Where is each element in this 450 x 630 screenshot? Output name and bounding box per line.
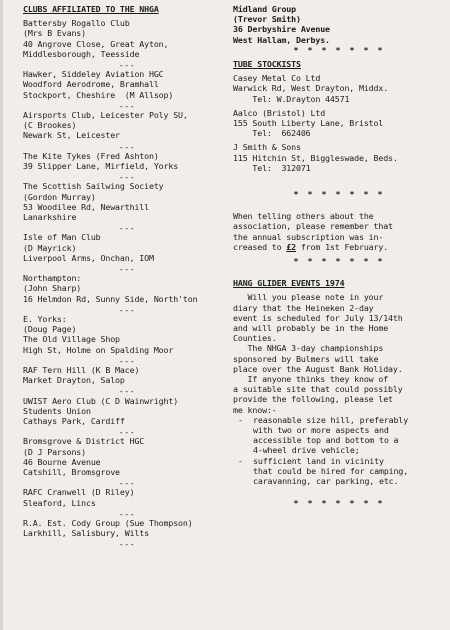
club-line: Woodford Aerodrome, Bramhall [23,79,159,90]
subscription-text: from 1st February. [296,241,389,252]
club-line: RAF Tern Hill (K B Mace) [23,364,140,375]
subscription-line: the annual subscription was in- [233,231,384,242]
club-line: (D J Parsons) [23,446,86,457]
requirement-item [233,456,445,487]
tube-stockists-heading: TUBE STOCKISTS [233,59,301,69]
club-line: Catshill, Bromsgrove [23,466,120,477]
entry-separator: --- [118,478,136,489]
club-line: Middlesborough, Teesside [23,48,140,59]
stockist-line: Aalco (Bristol) Ltd [233,107,326,118]
subscription-notice [233,211,445,252]
subscription-line: When telling others about the [233,211,374,222]
club-line: (John Sharp) [23,283,82,294]
club-entry [23,314,231,365]
entry-separator: --- [118,172,136,183]
club-line: Cathays Park, Cardiff [23,415,125,426]
subscription-amount: £2 [286,241,296,252]
left-column [23,4,231,549]
club-line: Larkhill, Salisbury, Wilts [23,528,149,539]
club-line: Stockport, Cheshire (M Allsop) [23,89,174,100]
club-line: The Scottish Sailwing Society [23,181,164,192]
club-entry [23,110,231,151]
club-list [23,18,231,548]
club-line: (C Brookes) [23,120,77,131]
bullet-dash: - [238,414,243,425]
club-entry [23,487,231,518]
club-entry [23,232,231,273]
club-line: Sleaford, Lincs [23,497,96,508]
club-entry [23,518,231,549]
entry-separator: --- [118,264,136,274]
club-line: The Old Village Shop [23,334,120,345]
entry-separator: --- [118,539,136,550]
club-line: Liverpool Arms, Onchan, IOM [23,252,154,263]
club-line: Lanarkshire [23,212,77,222]
bullet-dash: - [238,455,243,466]
events-paragraph [233,343,445,414]
stars-divider: * * * * * * * [293,189,385,200]
events-line: me know:- [233,404,277,415]
midland-group-entry [233,4,445,45]
requirement-line: reasonable size hill, preferably [253,414,409,425]
club-entry [23,273,231,314]
midland-line: 36 Derbyshire Avenue [233,24,330,35]
club-entry [23,18,231,69]
midland-line: Midland Group [233,4,296,14]
midland-line: (Trevor Smith) [233,14,301,25]
club-line: RAFC Cranwell (D Riley) [23,487,135,498]
club-line: (Mrs B Evans) [23,28,86,39]
entry-separator: --- [118,141,136,152]
club-entry [23,436,231,487]
club-line: Airsports Club, Leicester Poly SU, [23,110,188,120]
club-line: Battersby Rogallo Club [23,18,130,29]
club-line: Newark St, Leicester [23,130,120,141]
club-line: 46 Bourne Avenue [23,456,101,467]
club-line: (Doug Page) [23,324,77,335]
requirement-line: with two or more aspects and [253,425,389,436]
stars-divider: * * * * * * * [293,44,385,55]
requirement-item [233,415,445,456]
club-line: Bromsgrove & District HGC [23,436,145,447]
club-line: High St, Holme on Spalding Moor [23,344,174,355]
club-line: 39 Slipper Lane, Mirfield, Yorks [23,161,179,171]
club-line: Northampton: [23,273,82,284]
club-line: Hawker, Siddeley Aviation HGC [23,69,164,80]
club-line: E. Yorks: [23,313,67,324]
club-line: The Kite Tykes (Fred Ashton) [23,150,159,161]
stockist-entry [233,108,445,143]
stars-divider: * * * * * * * [293,256,385,267]
events-line: sponsored by Bulmers will take [233,353,379,364]
stockist-line: Tel: 312071 [233,162,311,173]
club-line: R.A. Est. Cody Group (Sue Thompson) [23,517,193,528]
stockist-entry [233,73,445,108]
stockist-line: Tel: W.Drayton 44571 [233,93,350,104]
scan-edge [0,0,3,630]
stockist-line: Warwick Rd, West Drayton, Middx. [233,83,389,94]
club-line: UWIST Aero Club (C D Wainwright) [23,395,179,406]
club-line: Isle of Man Club [23,232,101,243]
club-entry [23,396,231,437]
requirement-line: sufficient land in vicinity [253,455,384,466]
right-column [233,4,445,508]
midland-line: West Hallam, Derbys. [233,34,330,45]
club-entry [23,151,231,182]
club-line: 53 Woodilee Rd, Newarthill [23,201,149,212]
requirement-line: that could be hired for camping, [253,465,409,476]
club-line: (D Mayrick) [23,242,77,253]
clubs-heading: CLUBS AFFILIATED TO THE NHGA [23,4,159,14]
requirement-line: accessible top and bottom to a [253,435,399,446]
events-line: place over the August Bank Holiday. [233,363,403,374]
entry-separator: --- [118,223,136,234]
entry-separator: --- [118,355,136,366]
stockist-line: 115 Hitchin St, Biggleswade, Beds. [233,152,398,163]
entry-separator: --- [118,60,136,71]
events-line: a suitable site that could possibly [233,384,403,395]
club-line: Market Drayton, Salop [23,375,125,386]
club-entry [23,365,231,396]
stockist-line: Casey Metal Co Ltd [233,73,321,84]
entry-separator: --- [118,304,136,315]
subscription-line [233,242,445,252]
club-line: 40 Angrove Close, Great Ayton, [23,38,169,49]
subscription-text: creased to [233,241,287,252]
stockist-entry [233,142,445,177]
club-line: Students Union [23,405,91,416]
events-line: provide the following, please let [233,394,393,405]
stars-divider: * * * * * * * [293,498,385,509]
subscription-line: association, please remember that [233,221,393,232]
events-line: and will probably be in the Home [233,323,389,334]
events-line: Will you please note in your [233,292,384,303]
stockist-line: Tel: 662406 [233,128,311,139]
requirements-list [233,415,445,486]
events-line: The NHGA 3-day championships [233,343,384,354]
events-line: Counties. [233,333,277,344]
club-line: 16 Helmdon Rd, Sunny Side, North'ton [23,293,198,304]
club-entry [23,69,231,110]
events-line: diary that the Heineken 2-day [233,302,374,313]
stockist-line: J Smith & Sons [233,142,301,153]
events-line: event is scheduled for July 13/14th [233,312,403,323]
stockist-line: 155 South Liberty Lane, Bristol [233,118,384,129]
requirement-line: 4-wheel drive vehicle; [253,445,360,456]
events-line: If anyone thinks they know of [233,374,389,385]
stockist-list [233,73,445,177]
entry-separator: --- [118,100,136,111]
club-line: (Gordon Murray) [23,191,96,202]
events-heading: HANG GLIDER EVENTS 1974 [233,278,345,289]
entry-separator: --- [118,427,136,438]
entry-separator: --- [118,386,136,397]
requirement-line: caravanning, car parking, etc. [253,476,399,487]
entry-separator: --- [118,508,136,519]
events-paragraph [233,292,445,343]
club-entry [23,181,231,232]
